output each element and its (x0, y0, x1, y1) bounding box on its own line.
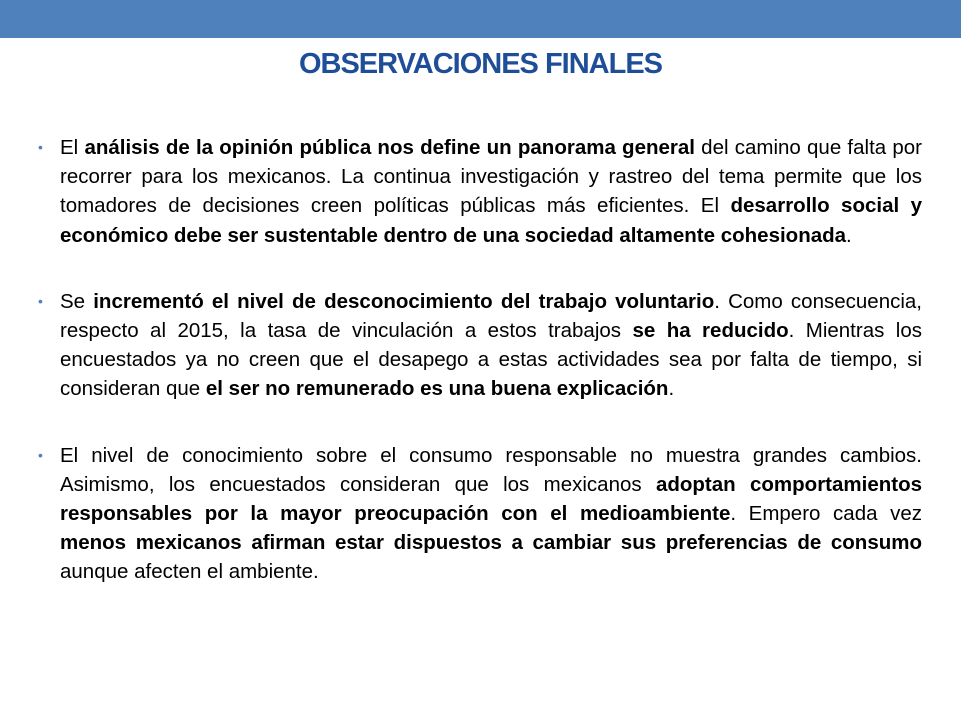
bullet-text-bold: menos mexicanos afirman estar dispuestos a cambiar sus preferencias de consumo (60, 531, 922, 555)
bullet-dot-icon: • (38, 139, 43, 155)
bullet-text-bold: incrementó el nivel de desconocimiento del trabajo voluntario (93, 289, 715, 313)
bullet-text: . Como consecuencia, respecto al 2015, la tasa de vinculación a estos trabajos (60, 289, 922, 343)
bullet-text: Se (60, 289, 94, 313)
bullet-text: . Empero cada vez (730, 502, 922, 526)
bullet-list (36, 133, 922, 587)
bullet-text-bold: se ha reducido (632, 319, 789, 343)
bullet-item (36, 287, 922, 404)
bullet-dot-icon: • (38, 292, 43, 309)
bullet-item (36, 133, 922, 250)
bullet-text-bold: el ser no remunerado es una buena explicación (205, 377, 669, 401)
bullet-text-bold: desarrollo social y económico debe ser sustentable dentro de una sociedad altamente cohesionada (60, 194, 923, 247)
bullet-text-bold: análisis de la opinión pública nos define un panorama general (84, 136, 695, 159)
bullet-text: El (60, 136, 85, 159)
bullet-item (36, 441, 922, 587)
bullet-text: . (668, 377, 675, 401)
bullet-text: El nivel de conocimiento sobre el consumo responsable no muestra grandes cambios. Asimismo, los encuestados consideran que los mexicanos (60, 443, 922, 496)
bullet-text: aunque afecten el ambiente. (60, 560, 319, 584)
bullet-text: . (846, 223, 852, 247)
bullet-text: . Mientras los encuestados ya no creen que el desapego a estas actividades sea por falta de tiempo, si consideran que (60, 319, 922, 401)
slide-title: OBSERVACIONES FINALES (298, 48, 663, 80)
top-accent-bar (0, 0, 961, 38)
bullet-text-bold: adoptan comportamientos responsables por la mayor preocupación con el medioambiente (60, 472, 922, 526)
bullet-dot-icon: • (38, 446, 43, 463)
bullet-text: del camino que falta por recorrer para los mexicanos. La continua investigación y rastreo del tema permite que los tomadores de decisiones creen políticas públicas más eficientes. El (60, 136, 922, 218)
